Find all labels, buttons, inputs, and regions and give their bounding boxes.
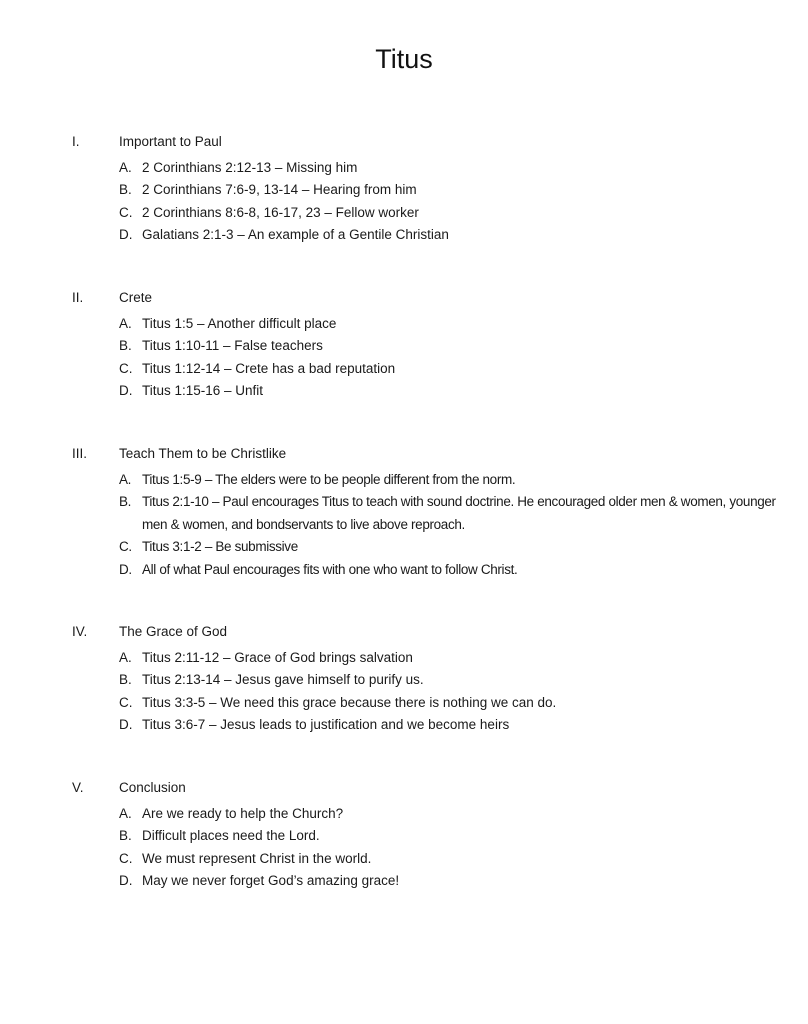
outline-item xyxy=(119,803,779,826)
section-numeral: V. xyxy=(72,780,84,795)
item-letter: A. xyxy=(119,471,132,487)
section-items xyxy=(119,313,779,403)
outline-item xyxy=(119,491,779,536)
item-text: Titus 1:5-9 – The elders were to be people different from the norm. xyxy=(142,471,516,487)
outline-item xyxy=(119,825,779,848)
item-letter: A. xyxy=(119,805,132,821)
item-letter: A. xyxy=(119,315,132,331)
outline-item xyxy=(119,380,779,403)
item-text: Are we ready to help the Church? xyxy=(142,805,344,821)
item-letter: A. xyxy=(119,159,132,175)
outline-item xyxy=(119,714,779,737)
item-letter: C. xyxy=(119,204,133,220)
outline-item xyxy=(119,536,779,559)
item-text: Difficult places need the Lord. xyxy=(142,828,320,843)
item-text: We must represent Christ in the world. xyxy=(142,850,372,866)
item-text: Galatians 2:1-3 – An example of a Gentile Christian xyxy=(142,227,449,242)
item-letter: B. xyxy=(119,494,132,509)
section-items xyxy=(119,803,779,893)
item-letter: B. xyxy=(119,338,132,353)
item-text: Titus 3:6-7 – Jesus leads to justification and we become heirs xyxy=(142,717,510,732)
item-text: All of what Paul encourages fits with one who want to follow Christ. xyxy=(142,561,518,577)
item-letter: D. xyxy=(119,383,133,398)
document-title: Titus xyxy=(375,44,433,74)
outline-item xyxy=(119,692,779,715)
item-text: Titus 3:3-5 – We need this grace because there is nothing we can do. xyxy=(142,694,557,710)
section-items xyxy=(119,647,779,737)
section-heading: Important to Paul xyxy=(119,134,222,149)
item-letter: D. xyxy=(119,873,133,888)
outline-item xyxy=(119,335,779,358)
outline-item xyxy=(119,179,779,202)
item-text: Titus 1:12-14 – Crete has a bad reputation xyxy=(142,360,396,376)
section-numeral: II. xyxy=(72,290,84,305)
outline-item xyxy=(119,559,779,582)
outline-item xyxy=(119,224,779,247)
item-text: Titus 1:5 – Another difficult place xyxy=(142,315,337,331)
outline-item xyxy=(119,202,779,225)
outline-item xyxy=(119,870,779,893)
item-text: 2 Corinthians 8:6-8, 16-17, 23 – Fellow worker xyxy=(142,204,419,220)
item-text: Titus 2:1-10 – Paul encourages Titus to teach with sound doctrine. He encouraged older men & women, younger men & women, and bondservants to live above reproach. xyxy=(142,494,776,532)
section-numeral: I. xyxy=(72,134,80,149)
section-heading: The Grace of God xyxy=(119,624,228,639)
item-letter: A. xyxy=(119,649,132,665)
outline-item xyxy=(119,157,779,180)
item-letter: C. xyxy=(119,360,133,376)
item-text: Titus 2:11-12 – Grace of God brings salvation xyxy=(142,649,413,665)
item-letter: B. xyxy=(119,828,132,843)
section-numeral: IV. xyxy=(72,624,88,639)
outline-item xyxy=(119,669,779,692)
item-text: 2 Corinthians 2:12-13 – Missing him xyxy=(142,159,358,175)
item-text: Titus 1:10-11 – False teachers xyxy=(142,338,323,353)
item-text: Titus 3:1-2 – Be submissive xyxy=(142,539,298,554)
outline-item xyxy=(119,469,779,492)
outline-item xyxy=(119,313,779,336)
item-letter: D. xyxy=(119,717,133,732)
section-numeral: III. xyxy=(72,446,88,461)
item-text: Titus 2:13-14 – Jesus gave himself to purify us. xyxy=(142,672,424,687)
section-items xyxy=(119,157,779,247)
section-heading: Conclusion xyxy=(119,780,186,795)
item-letter: B. xyxy=(119,672,132,687)
section-heading: Crete xyxy=(119,290,153,305)
item-letter: C. xyxy=(119,539,132,554)
item-text: 2 Corinthians 7:6-9, 13-14 – Hearing from him xyxy=(142,182,417,197)
item-text: May we never forget God’s amazing grace! xyxy=(142,873,400,888)
item-letter: D. xyxy=(119,561,132,577)
item-text: Titus 1:15-16 – Unfit xyxy=(142,383,264,398)
section-items xyxy=(119,469,779,582)
outline-item xyxy=(119,358,779,381)
item-letter: C. xyxy=(119,850,133,866)
item-letter: D. xyxy=(119,227,133,242)
item-letter: B. xyxy=(119,182,132,197)
item-letter: C. xyxy=(119,694,133,710)
outline-item xyxy=(119,848,779,871)
outline-item xyxy=(119,647,779,670)
section-heading: Teach Them to be Christlike xyxy=(119,446,287,461)
